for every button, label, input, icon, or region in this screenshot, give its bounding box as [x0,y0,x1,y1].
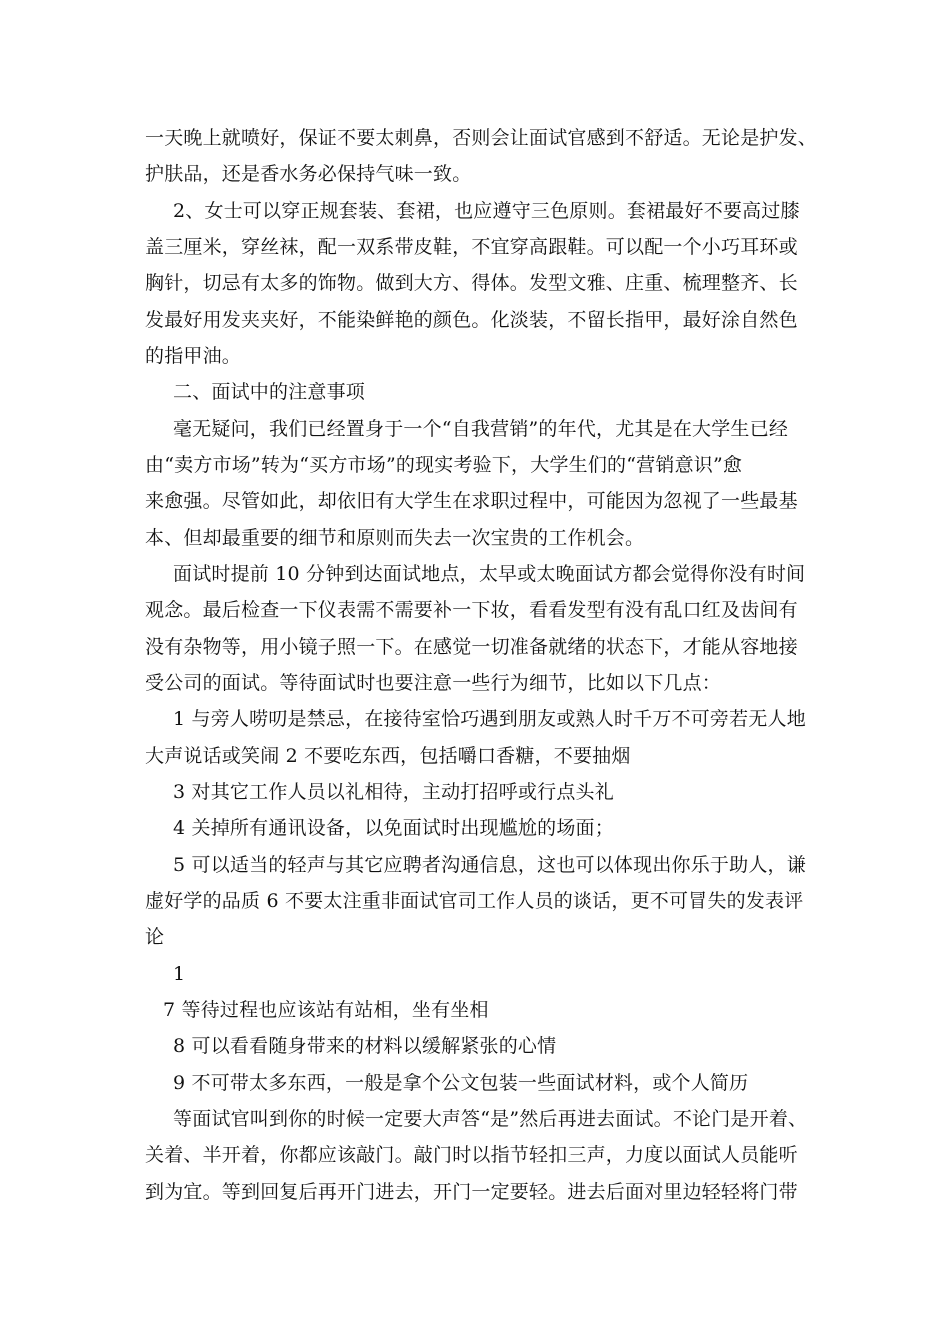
text-line: 胸针，切忌有太多的饰物。做到大方、得体。发型文雅、庄重、梳理整齐、长 [145,272,798,294]
page-number: 1 [173,963,186,985]
text-line: 关着、半开着，你都应该敲门。敲门时以指节轻扣三声，力度以面试人员能听 [145,1144,798,1166]
text-line: 观念。最后检查一下仪表需不需要补一下妆，看看发型有没有乱口红及齿间有 [145,599,798,621]
text-line: 5 可以适当的轻声与其它应聘者沟通信息，这也可以体现出你乐于助人，谦 [173,854,806,876]
text-line: 到为宜。等到回复后再开门进去，开门一定要轻。进去后面对里边轻轻将门带 [145,1181,798,1203]
text-line: 9 不可带太多东西，一般是拿个公文包装一些面试材料，或个人简历 [173,1072,749,1094]
text-line: 来愈强。尽管如此，却依旧有大学生在求职过程中，可能因为忽视了一些最基 [145,490,798,512]
text-line: 8 可以看看随身带来的材料以缓解紧张的心情 [173,1035,557,1057]
text-line: 护肤品，还是香水务必保持气味一致。 [145,163,472,185]
text-line: 虚好学的品质 6 不要太注重非面试官司工作人员的谈话，更不可冒失的发表评 [145,890,804,912]
text-line: 受公司的面试。等待面试时也要注意一些行为细节，比如以下几点： [145,672,722,694]
text-line: 1 与旁人唠叨是禁忌，在接待室恰巧遇到朋友或熟人时千万不可旁若无人地 [173,708,806,730]
text-line: 等面试官叫到你的时候一定要大声答“是”然后再进去面试。不论门是开着、 [173,1108,808,1130]
text-line: 7 等待过程也应该站有站相，坐有坐相 [163,999,489,1021]
text-line: 盖三厘米，穿丝袜，配一双系带皮鞋，不宜穿高跟鞋。可以配一个小巧耳环或 [145,236,798,258]
text-line: 由“卖方市场”转为“买方市场”的现实考验下，大学生们的“营销意识”愈 [145,454,743,476]
text-line: 3 对其它工作人员以礼相待，主动打招呼或行点头礼 [173,781,614,803]
text-line: 本、但却最重要的细节和原则而失去一次宝贵的工作机会。 [145,527,645,549]
text-line: 毫无疑问，我们已经置身于一个“自我营销”的年代，尤其是在大学生已经 [173,418,789,440]
text-line: 没有杂物等，用小镜子照一下。在感觉一切准备就绪的状态下，才能从容地接 [145,636,798,658]
text-line: 大声说话或笑闹 2 不要吃东西，包括嚼口香糖，不要抽烟 [145,745,631,767]
text-line: 的指甲油。 [145,345,242,367]
text-line: 论 [145,926,165,948]
text-line: 2、女士可以穿正规套装、套裙，也应遵守三色原则。套裙最好不要高过膝 [173,200,800,222]
text-line: 4 关掉所有通讯设备，以免面试时出现尴尬的场面； [173,817,614,839]
section-heading: 二、面试中的注意事项 [173,381,366,403]
text-line: 面试时提前 10 分钟到达面试地点，太早或太晚面试方都会觉得你没有时间 [173,563,806,585]
text-line: 一天晚上就喷好，保证不要太刺鼻，否则会让面试官感到不舒适。无论是护发、 [145,127,818,149]
text-line: 发最好用发夹夹好，不能染鲜艳的颜色。化淡装，不留长指甲，最好涂自然色 [145,309,798,331]
